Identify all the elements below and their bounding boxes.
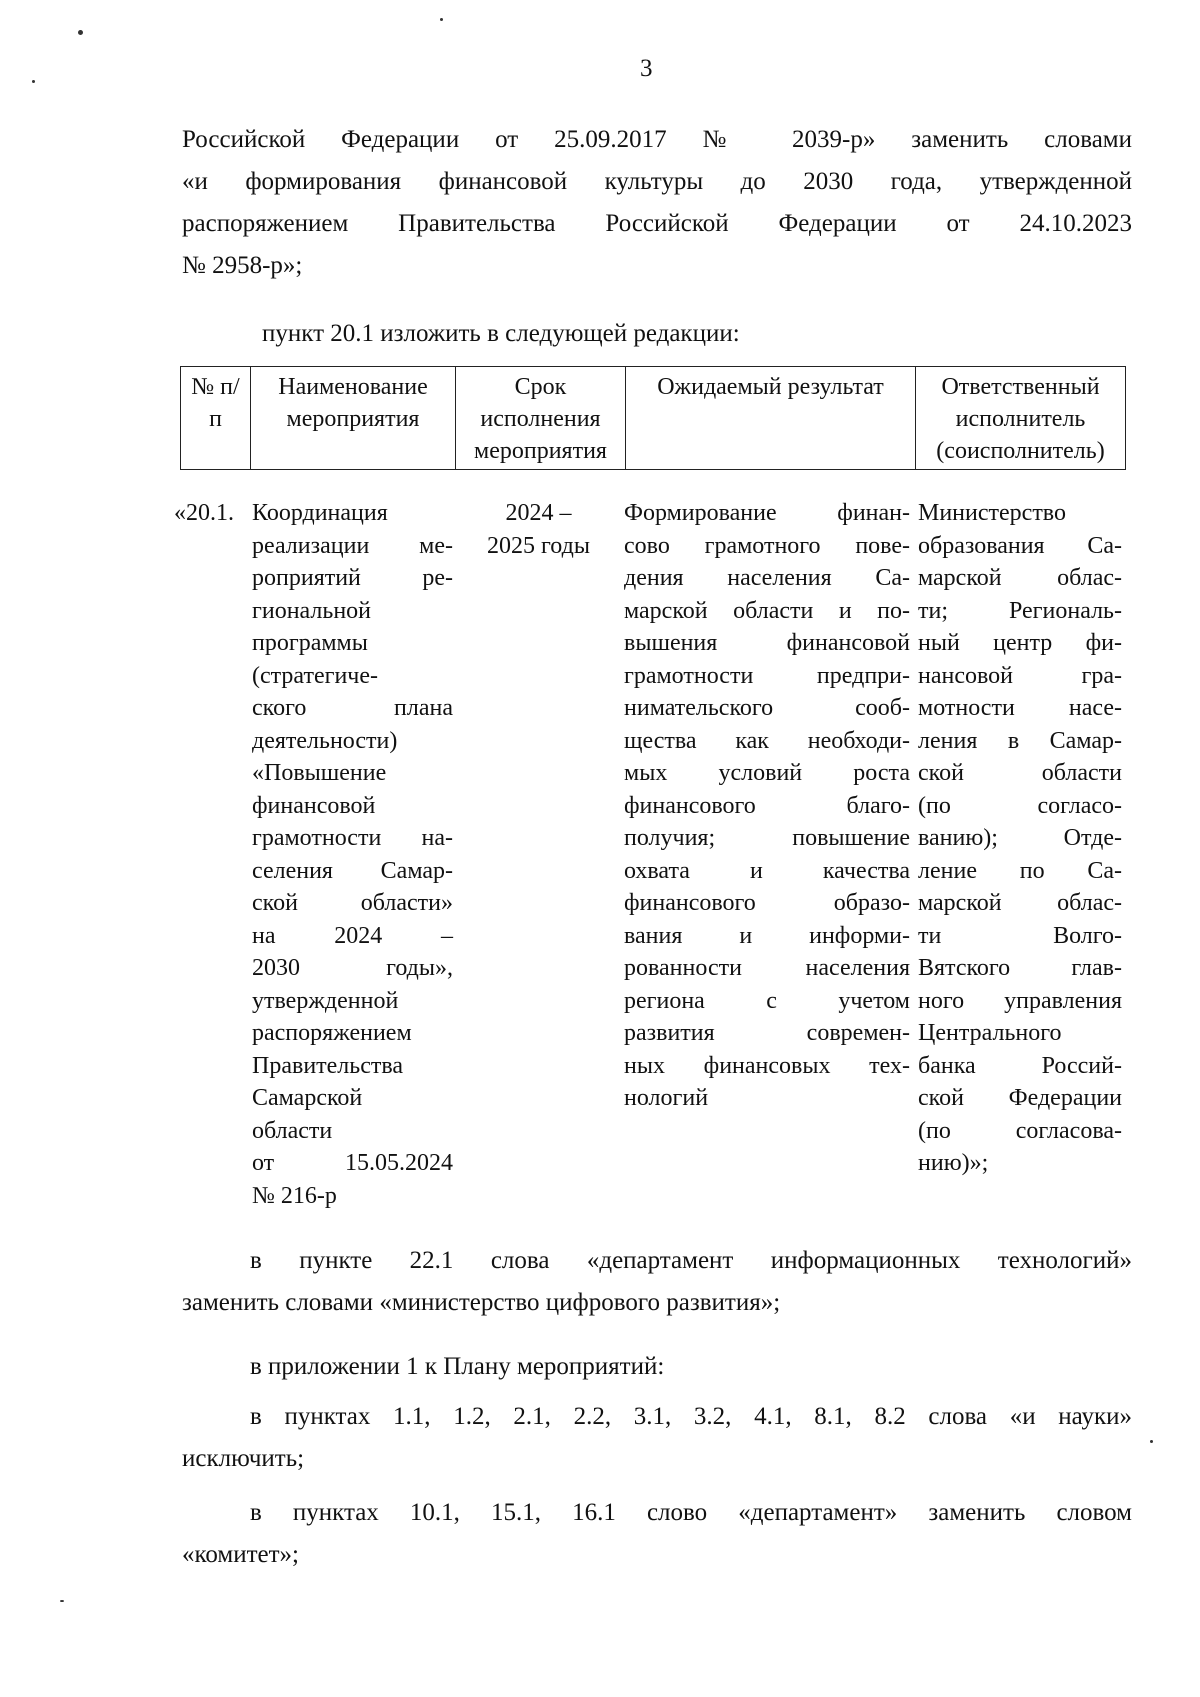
scan-speck — [60, 1600, 64, 1602]
cell-line: нию)»; — [918, 1150, 989, 1176]
row-deadline — [457, 497, 620, 1212]
cell-line: марской облас- — [918, 565, 1122, 591]
paragraph-line: исключить; — [182, 1445, 305, 1472]
cell-line: финансового благо- — [624, 792, 910, 819]
cell-line: области — [252, 1117, 333, 1144]
cell-line: дения населения Са- — [624, 565, 910, 591]
header-name: Наименование мероприятия — [251, 367, 456, 470]
cell-line: ванию); Отде- — [918, 825, 1122, 851]
cell-line: ской Федерации — [918, 1085, 1122, 1111]
cell-line: ления в Самар- — [918, 727, 1122, 754]
cell-line: реализации ме- — [252, 532, 453, 559]
cell-line: ти Волго- — [918, 922, 1122, 949]
paragraph-item-22 — [182, 1240, 1132, 1324]
cell-line: финансового образо- — [624, 890, 910, 916]
cell-line: рованности населения — [624, 955, 910, 981]
cell-line: вышения финансовой — [624, 630, 910, 656]
cell-line: получия; повышение — [624, 825, 910, 851]
cell-line: ного управления — [918, 987, 1122, 1014]
cell-line: 2030 годы», — [252, 955, 453, 981]
paragraph-items-science — [182, 1396, 1132, 1480]
cell-line: Правительства — [252, 1052, 404, 1079]
point-intro: пункт 20.1 изложить в следующей редакции: — [262, 320, 740, 347]
cell-line: щества как необходи- — [624, 727, 910, 754]
cell-line: охвата и качества — [624, 857, 910, 884]
header-number: № п/п — [181, 367, 251, 470]
cell-line: ской области» — [252, 890, 453, 916]
cell-line: «Повышение — [252, 760, 387, 786]
scan-speck — [1150, 1440, 1153, 1443]
cell-line: грамотности на- — [252, 825, 453, 851]
cell-line: 2025 годы — [487, 532, 590, 559]
intro-line: «и формирования финансовой культуры до 2030 года, утвержденной — [182, 168, 1132, 195]
table-header — [180, 366, 1126, 470]
intro-line: распоряжением Правительства Российской Федерации от 24.10.2023 — [182, 210, 1132, 237]
cell-line: программы — [252, 630, 368, 656]
cell-line: финансовой — [252, 792, 376, 819]
paragraph-appendix — [182, 1346, 1132, 1388]
cell-line: распоряжением — [252, 1020, 412, 1046]
row-name — [248, 497, 457, 1212]
paragraph-line: в приложении 1 к Плану мероприятий: — [250, 1353, 665, 1380]
cell-line: (по согласо- — [918, 792, 1122, 819]
cell-line: ти; Региональ- — [918, 597, 1122, 624]
paragraph-line: в пунктах 10.1, 15.1, 16.1 слово «департамент» заменить словом — [250, 1499, 1132, 1526]
paragraph-line: заменить словами «министерство цифрового развития»; — [182, 1289, 781, 1316]
cell-line: от 15.05.2024 — [252, 1150, 453, 1176]
cell-line: ской области — [918, 760, 1122, 786]
cell-line: утвержденной — [252, 987, 399, 1014]
paragraph-line: в пункте 22.1 слова «департамент информационных технологий» — [250, 1247, 1132, 1274]
paragraph-line: «комитет»; — [182, 1541, 299, 1568]
cell-line: ского плана — [252, 695, 453, 721]
paragraph-line: в пунктах 1.1, 1.2, 2.1, 2.2, 3.1, 3.2, 4.1, 8.1, 8.2 слова «и науки» — [250, 1403, 1132, 1430]
cell-line: нимательского сооб- — [624, 695, 910, 721]
cell-line: сово грамотного пове- — [624, 532, 910, 559]
cell-line: деятельности) — [252, 727, 398, 754]
header-deadline: Срок исполнения мероприятия — [456, 367, 626, 470]
scan-speck — [78, 30, 83, 35]
cell-line: банка Россий- — [918, 1052, 1122, 1079]
cell-line: ление по Са- — [918, 857, 1122, 884]
cell-line: грамотности предпри- — [624, 662, 910, 689]
cell-line: 2024 – — [505, 500, 572, 526]
intro-line: № 2958-р»; — [182, 252, 303, 279]
header-row — [181, 367, 1126, 470]
cell-line: марской области и по- — [624, 597, 910, 624]
cell-line: Формирование финан- — [624, 500, 910, 526]
table-row — [170, 497, 1126, 1212]
cell-line: гиональной — [252, 597, 372, 624]
cell-line: селения Самар- — [252, 857, 453, 884]
intro-line: Российской Федерации от 25.09.2017 № 2039-р» заменить словами — [182, 126, 1132, 153]
cell-line: роприятий ре- — [252, 565, 453, 591]
cell-line: региона с учетом — [624, 987, 910, 1014]
header-result: Ожидаемый результат — [626, 367, 916, 470]
row-responsible — [914, 497, 1126, 1212]
scan-speck — [440, 18, 443, 21]
paragraph-items-committee — [182, 1492, 1132, 1576]
cell-line: (по согласова- — [918, 1117, 1122, 1144]
cell-line: Координация — [252, 500, 388, 526]
cell-line: № 216-р — [252, 1182, 337, 1209]
cell-line: Центрального — [918, 1020, 1062, 1046]
cell-line: мых условий роста — [624, 760, 910, 786]
cell-line: мотности насе- — [918, 695, 1122, 721]
cell-line: развития современ- — [624, 1020, 910, 1046]
cell-line: образования Са- — [918, 532, 1122, 559]
cell-line: вания и информи- — [624, 922, 910, 949]
cell-line: Вятского глав- — [918, 955, 1122, 981]
cell-line: марской облас- — [918, 890, 1122, 916]
page-number: 3 — [640, 55, 653, 82]
scan-speck — [32, 80, 35, 83]
cell-line: (стратегиче- — [252, 662, 378, 689]
cell-line: нологий — [624, 1085, 709, 1111]
intro-paragraph — [182, 119, 1132, 287]
cell-line: Самарской — [252, 1085, 363, 1111]
cell-line: на 2024 – — [252, 922, 453, 949]
cell-line: ных финансовых тех- — [624, 1052, 910, 1079]
cell-line: ный центр фи- — [918, 630, 1122, 656]
cell-line: Министерство — [918, 500, 1066, 526]
cell-line: нансовой гра- — [918, 662, 1122, 689]
row-number: «20.1. — [174, 500, 234, 526]
row-result — [620, 497, 914, 1212]
header-responsible: Ответственный исполнитель (соисполнитель) — [916, 367, 1126, 470]
